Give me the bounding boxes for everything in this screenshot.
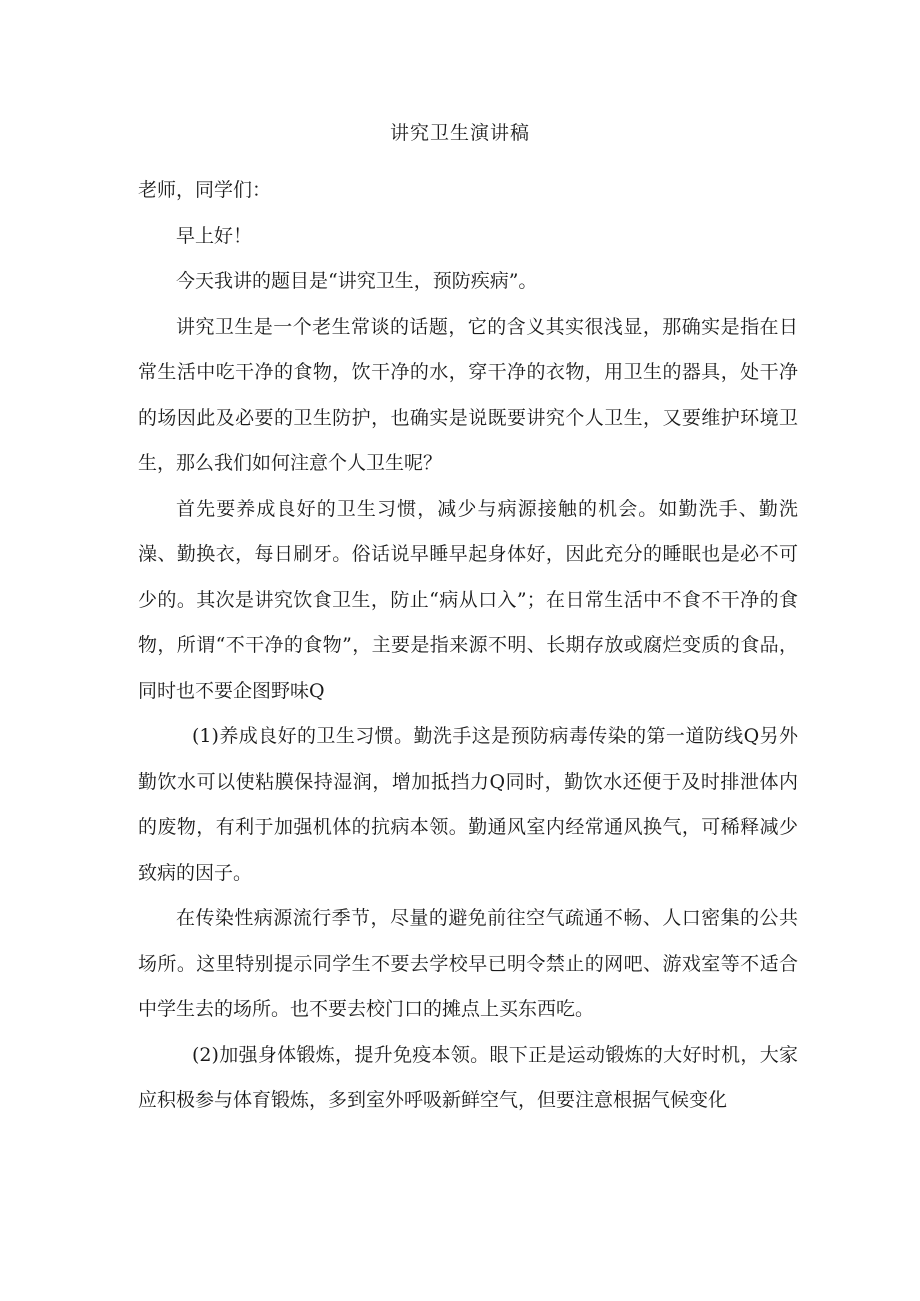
document-body [138,168,798,1124]
paragraph-item-1: (1)养成良好的卫生习惯。勤洗手这是预防病毒传染的第一道防线Q另外勤饮水可以使粘膜保持湿润，增加抵挡力Q同时，勤饮水还便于及时排泄体内的废物，有利于加强机体的抗病本领。勤通风室内经常通风换气，可稀释减少致病的因子。 [138,725,798,884]
document-title: 讲究卫生演讲稿 [389,122,530,144]
paragraph-season: 在传染性病源流行季节，尽量的避免前往空气疏通不畅、人口密集的公共场所。这里特别提示同学生不要去学校早已明令禁止的网吧、游戏室等不适合中学生去的场所。也不要去校门口的摊点上买东西吃。 [138,907,798,1020]
greeting: 早上好！ [176,224,253,247]
paragraph-habits: 首先要养成良好的卫生习惯，减少与病源接触的机会。如勤洗手、勤洗澡、勤换衣，每日刷牙。俗话说早睡早起身体好，因此充分的睡眠也是必不可少的。其次是讲究饮食卫生，防止“病从口入”；在日常生活中不食不干净的食物，所谓“不干净的食物”，主要是指来源不明、长期存放或腐烂变质的食品，同时也不要企图野味Q [138,497,798,702]
salutation: 老师，同学们： [138,179,272,201]
paragraph-topic: 今天我讲的题目是“讲究卫生，预防疾病”。 [176,270,538,292]
paragraph-meaning: 讲究卫生是一个老生常谈的话题，它的含义其实很浅显，那确实是指在日常生活中吃干净的食物，饮干净的水，穿干净的衣物，用卫生的器具，处干净的场因此及必要的卫生防护，也确实是说既要讲究个人卫生，又要维护环境卫生，那么我们如何注意个人卫生呢？ [138,315,798,474]
paragraph-item-2: (2)加强身体锻炼，提升免疫本领。眼下正是运动锻炼的大好时机，大家应积极参与体育锻炼，多到室外呼吸新鲜空气，但要注意根据气候变化 [138,1043,798,1111]
